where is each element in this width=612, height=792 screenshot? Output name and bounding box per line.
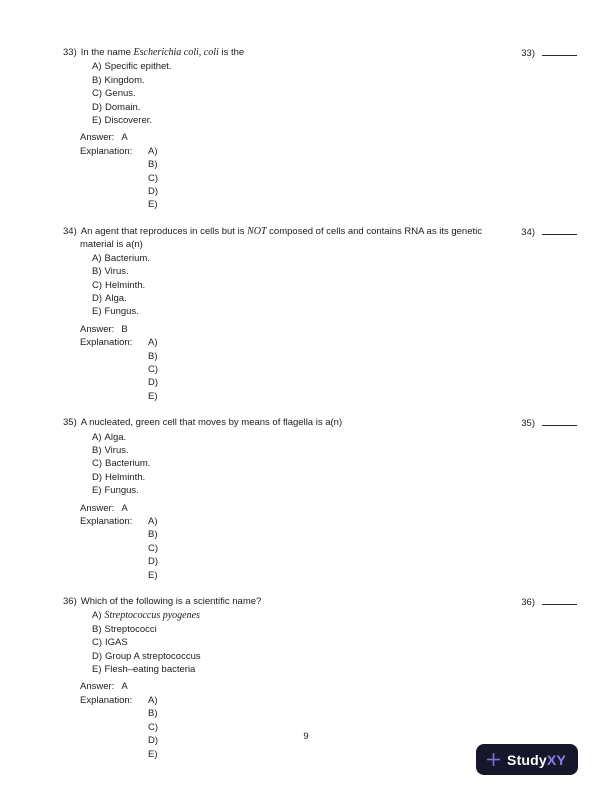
option-letter: B)	[92, 74, 102, 86]
answer-row	[80, 131, 577, 144]
option-c	[92, 87, 577, 100]
test-page-content	[63, 46, 577, 774]
option-text: Helminth.	[105, 471, 146, 483]
plus-icon	[486, 752, 501, 767]
option-letter: D)	[92, 101, 103, 113]
explanation-letter: C)	[148, 172, 159, 184]
option-d	[92, 650, 577, 663]
option-b	[92, 623, 577, 636]
explanation-letter: B)	[148, 529, 158, 541]
explanation-letter: B)	[148, 350, 158, 362]
answer-slot-number: 35)	[521, 418, 535, 430]
explanation-row	[80, 336, 577, 403]
option-text: Helminth.	[105, 279, 146, 291]
option-a	[92, 609, 577, 622]
option-b	[92, 265, 577, 278]
answer-slot-number: 36)	[521, 597, 535, 609]
option-letter: B)	[92, 623, 102, 635]
answer-value: B	[121, 323, 128, 335]
answer-slot	[511, 46, 577, 60]
answer-blank-line	[542, 416, 577, 426]
explanation-letter: D)	[148, 186, 159, 198]
explanation-letter: D)	[148, 735, 159, 747]
question-header	[63, 595, 577, 609]
option-text: Alga.	[104, 431, 127, 443]
answer-blank-line	[542, 225, 577, 235]
option-text: Specific epithet.	[104, 61, 172, 73]
explanation-letter: C)	[148, 363, 159, 375]
explanation-letter: A)	[148, 145, 158, 157]
option-letter: D)	[92, 471, 103, 483]
question-block-33	[63, 46, 577, 212]
logo-wordmark	[507, 752, 566, 768]
explanation-label: Explanation:	[80, 694, 133, 706]
explanation-label: Explanation:	[80, 145, 133, 157]
answer-slot-number: 34)	[521, 226, 535, 238]
question-block-35	[63, 416, 577, 582]
explanation-row	[80, 515, 577, 582]
question-stem	[63, 225, 511, 252]
option-letter: E)	[92, 485, 102, 497]
explanation-letter: D)	[148, 556, 159, 568]
question-stem	[63, 416, 342, 429]
option-text: Genus.	[105, 88, 136, 100]
option-a	[92, 60, 577, 73]
options-list	[92, 60, 577, 127]
explanation-letters	[148, 336, 158, 403]
explanation-letter: A)	[148, 694, 158, 706]
option-text: Fungus.	[104, 485, 139, 497]
option-a	[92, 252, 577, 265]
option-d	[92, 471, 577, 484]
answer-label: Answer:	[80, 681, 115, 693]
explanation-letter: B)	[148, 708, 158, 720]
option-letter: A)	[92, 610, 102, 622]
answer-value: A	[121, 132, 128, 144]
explanation-letters	[148, 694, 158, 761]
answer-value: A	[121, 681, 128, 693]
explanation-letter: E)	[148, 569, 158, 581]
option-text: Kingdom.	[104, 74, 145, 86]
options-list	[92, 431, 577, 498]
option-text: Bacterium.	[105, 458, 151, 470]
options-list	[92, 252, 577, 319]
option-text: Streptococci	[104, 623, 157, 635]
option-text: Domain.	[105, 101, 141, 113]
logo-text-primary: Study	[507, 751, 547, 768]
question-header	[63, 416, 577, 430]
option-text: Virus.	[104, 266, 129, 278]
option-d	[92, 101, 577, 114]
question-number: 36)	[63, 596, 77, 608]
option-e	[92, 663, 577, 676]
option-letter: D)	[92, 292, 103, 304]
option-a	[92, 431, 577, 444]
explanation-letters	[148, 515, 158, 582]
explanation-label: Explanation:	[80, 516, 133, 527]
explanation-row	[80, 145, 577, 212]
answer-row	[80, 502, 577, 515]
explanation-letter: B)	[148, 159, 158, 171]
option-letter: A)	[92, 252, 102, 264]
option-d	[92, 292, 577, 305]
answer-value: A	[121, 502, 128, 514]
explanation-letter: E)	[148, 748, 158, 760]
answer-slot	[511, 416, 577, 430]
option-c	[92, 279, 577, 292]
stem-text: A nucleated, green cell that moves by means of flagella is a(n)	[80, 417, 343, 429]
option-e	[92, 305, 577, 318]
stem-italic-text: Escherichia coli, coli	[133, 47, 219, 58]
option-letter: B)	[92, 266, 102, 278]
answer-slot-number: 33)	[521, 48, 535, 59]
option-b	[92, 74, 577, 87]
answer-blank-line	[542, 46, 577, 56]
option-letter: C)	[92, 279, 103, 291]
question-number: 33)	[63, 47, 77, 58]
answer-blank-line	[542, 595, 577, 605]
answer-label: Answer:	[80, 502, 115, 514]
option-text: IGAS	[105, 637, 128, 649]
option-text: Group A streptococcus	[105, 650, 201, 662]
logo-text-accent: XY	[546, 751, 566, 768]
explanation-letter: E)	[148, 199, 158, 211]
option-letter: C)	[92, 458, 103, 470]
option-e	[92, 114, 577, 127]
option-letter: A)	[92, 431, 102, 443]
option-letter: E)	[92, 664, 102, 676]
explanation-letter: D)	[148, 377, 159, 389]
option-text: Alga.	[105, 292, 127, 304]
option-letter: E)	[92, 306, 102, 318]
page-number: 9	[303, 731, 309, 742]
question-stem	[63, 46, 244, 59]
option-e	[92, 484, 577, 497]
option-letter: D)	[92, 650, 103, 662]
explanation-letters	[148, 145, 158, 212]
answer-label: Answer:	[80, 323, 115, 335]
option-letter: E)	[92, 115, 102, 127]
stem-text: composed of cells and contains RNA as its genetic material is a(n)	[80, 225, 482, 251]
option-c	[92, 636, 577, 649]
option-text: Discoverer.	[104, 115, 153, 127]
stem-text: An agent that reproduces in cells but is	[80, 225, 248, 237]
option-text: Bacterium.	[104, 252, 150, 264]
question-number: 34)	[63, 225, 77, 237]
option-letter: B)	[92, 444, 102, 456]
explanation-letter: A)	[148, 516, 158, 527]
studyxy-logo	[476, 744, 578, 775]
options-list	[92, 609, 577, 676]
option-b	[92, 444, 577, 457]
question-header	[63, 225, 577, 252]
explanation-letter: C)	[148, 721, 159, 733]
stem-italic-text: NOT	[247, 225, 267, 237]
option-text: Streptococcus pyogenes	[104, 610, 200, 622]
answer-row	[80, 323, 577, 336]
option-c	[92, 457, 577, 470]
answer-slot	[511, 595, 577, 609]
question-stem	[63, 595, 261, 608]
stem-text: is the	[218, 47, 245, 58]
option-text: Fungus.	[104, 306, 139, 318]
explanation-letter: C)	[148, 542, 159, 554]
explanation-letter: A)	[148, 337, 158, 349]
question-number: 35)	[63, 417, 77, 429]
stem-text: In the name	[80, 47, 134, 58]
stem-text: Which of the following is a scientific name?	[80, 596, 262, 608]
option-letter: A)	[92, 61, 102, 73]
option-text: Virus.	[104, 444, 129, 456]
option-letter: C)	[92, 637, 103, 649]
question-header	[63, 46, 577, 60]
option-text: Flesh–eating bacteria	[104, 664, 196, 676]
answer-slot	[511, 225, 577, 239]
answer-label: Answer:	[80, 132, 115, 144]
answer-row	[80, 680, 577, 693]
question-block-34	[63, 225, 577, 403]
explanation-label: Explanation:	[80, 337, 133, 349]
option-letter: C)	[92, 88, 103, 100]
explanation-letter: E)	[148, 390, 158, 402]
